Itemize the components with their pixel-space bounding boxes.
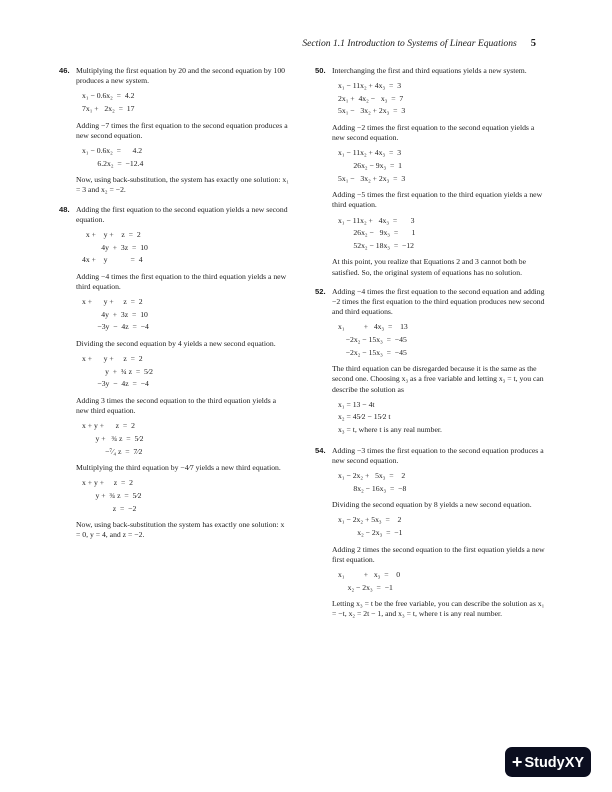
- equation-line: 5x₁ − 3x₂ + 2x₃ = 3: [338, 173, 406, 183]
- equation-line: x₂ = 45⁄2 − 15⁄2 t: [338, 412, 391, 422]
- equation-system: [82, 90, 290, 115]
- equation-line: 4x + y = 4: [82, 255, 143, 265]
- equation-system: [82, 477, 290, 515]
- explanation-text: Adding 2 times the second equation to the first equation yields a new first equation.: [332, 544, 545, 564]
- explanation-text: Adding the first equation to the second equation yields a new second equation.: [76, 204, 288, 224]
- equation-line: x₁ + 4x₃ = 13: [338, 322, 408, 332]
- equation-line: y + ¾ z = 5⁄2: [82, 433, 144, 443]
- equation-line: −3y − 4z = −4: [82, 379, 149, 389]
- equation-line: −2x₂ − 15x₃ = −45: [338, 334, 407, 344]
- explanation-text: Interchanging the first and third equations yields a new system.: [332, 66, 527, 75]
- equation-line: −2x₂ − 15x₃ = −45: [338, 347, 407, 357]
- equation-line: x₂ − 2x₃ = −1: [338, 527, 403, 537]
- equation-line: −3y − 4z = −4: [82, 322, 149, 332]
- explanation-text: Letting x₃ = t be the free variable, you can describe the solution as x₁ = −t, x₂ = 2t − 1, and x₃ = t, where t is any real number.: [332, 599, 545, 619]
- equation-line: 6.2x₂ = −12.4: [82, 158, 144, 168]
- equation-line: x₁ − 11x₂ + 4x₃ = 3: [338, 215, 415, 225]
- equation-system: [82, 296, 290, 334]
- page-number: 5: [530, 38, 536, 49]
- equation-line: x₁ − 11x₂ + 4x₃ = 3: [338, 81, 402, 91]
- equation-system: [338, 470, 546, 495]
- equation-system: [338, 80, 546, 118]
- equation-system: [82, 229, 290, 267]
- equation-line: x₁ − 0.6x₂ = 4.2: [82, 91, 135, 101]
- exercise-number: 54.: [315, 445, 326, 455]
- right-column: [315, 66, 546, 629]
- brand-text: StudyXY: [524, 755, 585, 771]
- explanation-text: Adding −5 times the first equation to the third equation yields a new third equation.: [332, 190, 543, 210]
- explanation-text: The third equation can be disregarded because it is the same as the second one. Choosing x₃ as a free variable and letting x₃ = t, you can describe the solution as: [332, 364, 544, 394]
- equation-line: x + y + z = 2: [82, 230, 141, 239]
- equation-line: 2x₁ + 4x₂ − x₃ = 7: [338, 93, 404, 103]
- exercise-48: [59, 204, 290, 541]
- equation-line: x₁ − 0.6x₂ = 4.2: [82, 146, 143, 155]
- equation-system: [338, 399, 546, 437]
- equation-line: x₁ − 11x₂ + 4x₃ = 3: [338, 148, 402, 158]
- explanation-text: Multiplying the third equation by −4⁄7 yields a new third equation.: [76, 463, 281, 473]
- equation-line: 7x₁ + 2x₂ = 17: [82, 104, 135, 113]
- equation-system: [338, 321, 546, 359]
- equation-line: x + y + z = 2: [82, 297, 143, 307]
- exercise-50: [315, 66, 546, 278]
- page-header: [236, 38, 536, 49]
- equation-line: y + ¾ z = 5⁄2: [82, 366, 154, 376]
- equation-line: 8x₂ − 16x₃ = −8: [338, 483, 407, 493]
- explanation-text: At this point, you realize that Equations 2 and 3 cannot both be satisfied. So, the original system of equations has no solution.: [332, 257, 527, 277]
- exercise-52: [315, 286, 546, 437]
- exercise-number: 50.: [315, 66, 326, 75]
- explanation-text: Adding −4 times the first equation to the third equation yields a new third equation.: [76, 271, 287, 291]
- equation-line: 4y + 3z = 10: [82, 309, 148, 319]
- explanation-text: Adding −3 times the first equation to the second equation produces a new second equation.: [332, 445, 544, 465]
- equation-system: [82, 353, 290, 391]
- equation-line: x₃ = t, where t is any real number.: [338, 424, 442, 434]
- equation-line: z = −2: [82, 503, 137, 513]
- explanation-text: Adding 3 times the second equation to the third equation yields a new third equation.: [76, 395, 277, 416]
- plus-icon: +: [511, 752, 523, 772]
- equation-line: 26x₂ − 9x₃ = 1: [338, 228, 416, 238]
- equation-system: [338, 569, 546, 594]
- explanation-text: Multiplying the first equation by 20 and the second equation by 100 produces a new system.: [76, 66, 286, 86]
- equation-line: x₁ − 2x₂ + 5x₃ = 2: [338, 470, 406, 480]
- equation-system: [338, 215, 546, 253]
- exercise-54: [315, 445, 546, 620]
- explanation-text: Now, using back-substitution, the system has exactly one solution: x₁ = 3 and x₂ = −2.: [76, 175, 289, 195]
- equation-system: [82, 420, 290, 458]
- equation-system: [338, 514, 546, 539]
- equation-line: x + y + z = 2: [82, 354, 143, 364]
- equation-line: x + y + z = 2: [82, 421, 135, 431]
- equation-line: 26x₂ − 9x₃ = 1: [338, 160, 402, 170]
- explanation-text: Dividing the second equation by 8 yields a new second equation.: [332, 500, 532, 510]
- equation-line: 5x₁ − 3x₂ + 2x₃ = 3: [338, 106, 406, 116]
- equation-line: x₁ + x₃ = 0: [338, 569, 401, 579]
- equation-line: x + y + z = 2: [82, 478, 134, 488]
- explanation-text: Adding −4 times the first equation to the second equation and adding −2 times the first equation to the third equation produces new second and third equations.: [332, 286, 545, 317]
- exercise-46: [59, 66, 290, 196]
- section-title: Section 1.1 Introduction to Systems of Linear Equations: [302, 38, 517, 49]
- exercise-number: 48.: [59, 204, 70, 214]
- equation-line: y + ¾ z = 5⁄2: [82, 490, 142, 500]
- equation-system: [338, 147, 546, 185]
- equation-line: x₂ − 2x₃ = −1: [338, 582, 393, 592]
- equation-line: x₁ = 13 − 4t: [338, 399, 375, 409]
- left-column: [59, 66, 290, 550]
- exercise-number: 52.: [315, 286, 326, 296]
- equation-line: 52x₂ − 18x₃ = −12: [338, 240, 415, 250]
- equation-line: 4y + 3z = 10: [82, 242, 148, 252]
- explanation-text: Adding −7 times the first equation to the second equation produces a new second equation.: [76, 120, 288, 140]
- equation-system: [82, 145, 290, 170]
- explanation-text: Adding −2 times the first equation to the second equation yields a new second equation.: [332, 122, 535, 143]
- studyxy-logo[interactable]: [505, 747, 591, 777]
- equation-line: x₁ − 2x₂ + 5x₃ = 2: [338, 515, 402, 525]
- explanation-text: Dividing the second equation by 4 yields a new second equation.: [76, 338, 276, 348]
- explanation-text: Now, using back-substitution the system has exactly one solution: x = 0, y = 4, and z = −2.: [76, 520, 285, 540]
- exercise-number: 46.: [59, 66, 70, 75]
- equation-line: −⁷⁄₄ z = 7⁄2: [82, 446, 143, 456]
